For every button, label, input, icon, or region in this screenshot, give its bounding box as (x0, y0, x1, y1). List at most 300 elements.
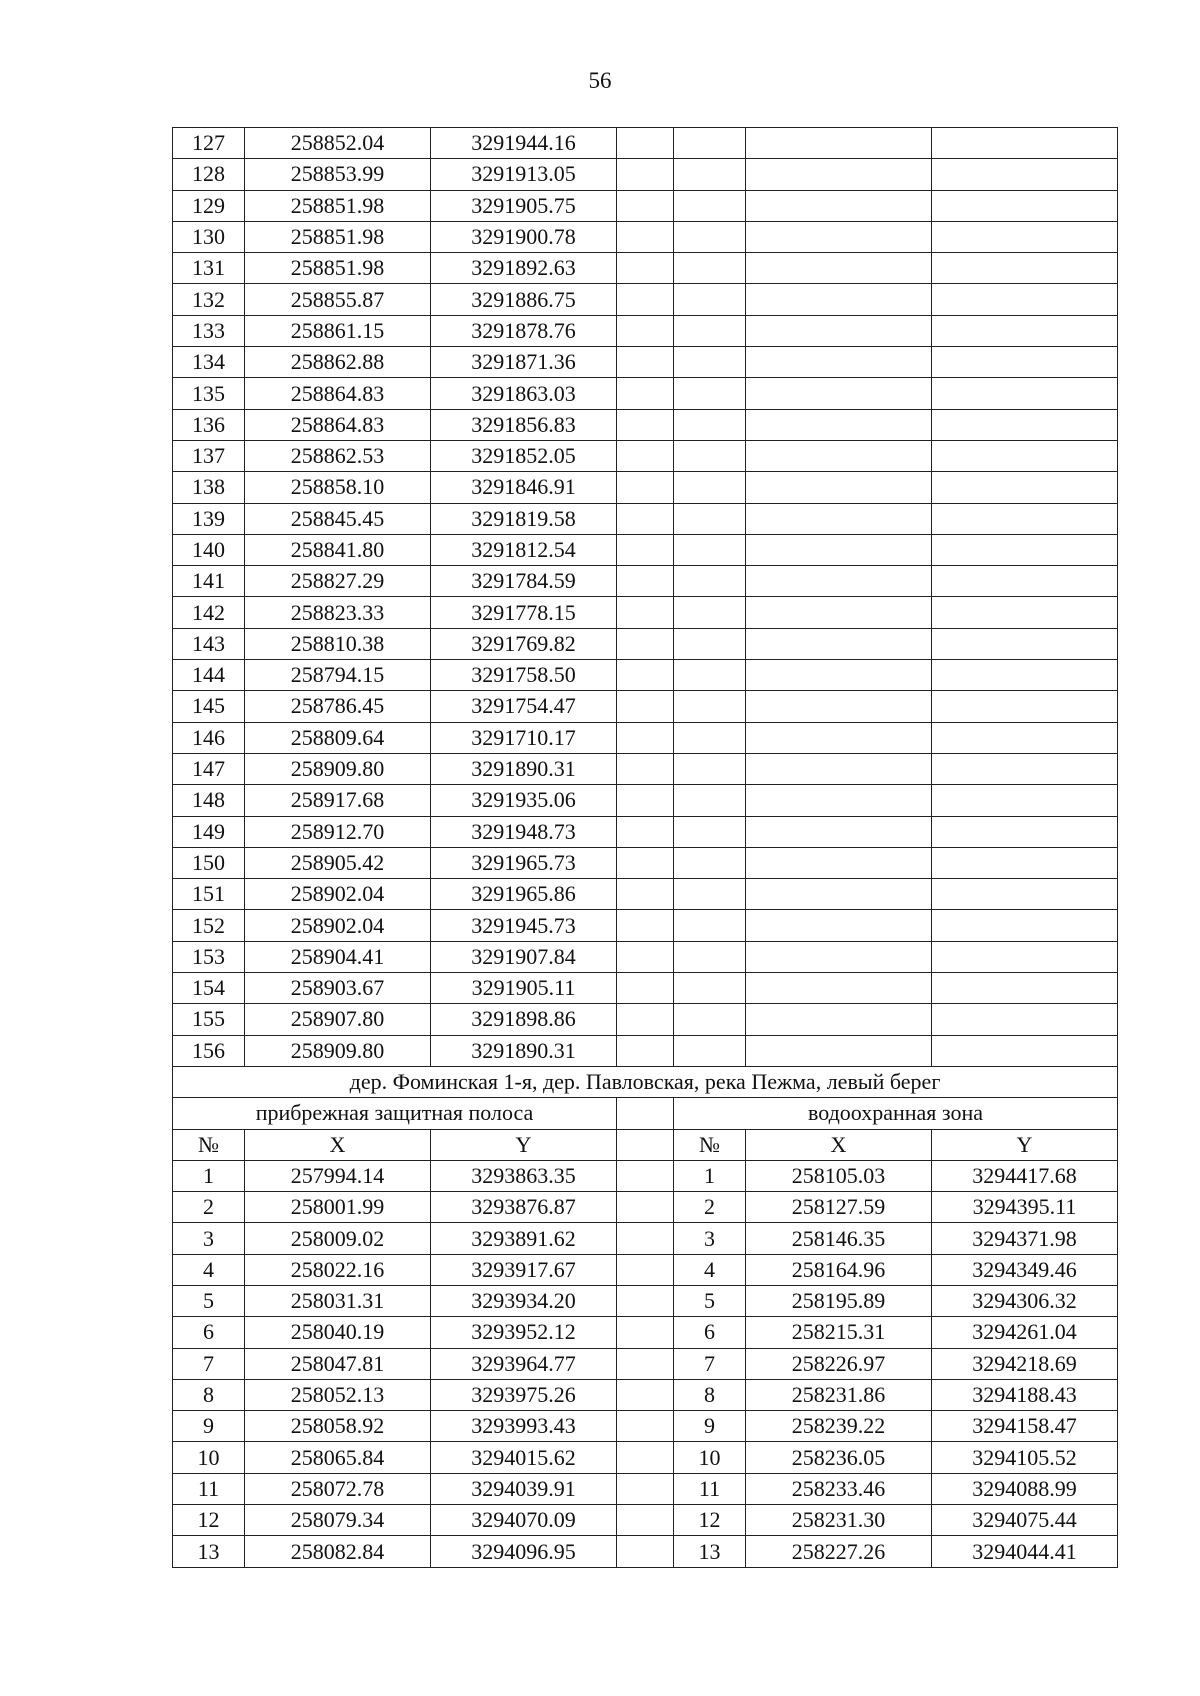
point-number: 148 (173, 785, 245, 816)
empty-cell (617, 409, 674, 440)
empty-cell (746, 660, 932, 691)
zone-point-number: 11 (674, 1473, 746, 1504)
empty-cell (617, 347, 674, 378)
zone-y-coordinate: 3294105.52 (932, 1442, 1118, 1473)
empty-cell (746, 785, 932, 816)
empty-cell (674, 722, 746, 753)
table-row (173, 785, 1118, 816)
x-coordinate: 258809.64 (245, 722, 431, 753)
empty-cell (617, 1004, 674, 1035)
empty-cell (674, 785, 746, 816)
zone-point-number: 9 (674, 1411, 746, 1442)
table-row (173, 284, 1118, 315)
empty-cell (932, 910, 1118, 941)
point-number: 147 (173, 753, 245, 784)
table-row (173, 753, 1118, 784)
zone-y-coordinate: 3294349.46 (932, 1254, 1118, 1285)
zone-x-coordinate: 258233.46 (746, 1473, 932, 1504)
table-row (173, 347, 1118, 378)
table-row (173, 1254, 1118, 1285)
x-coordinate: 258864.83 (245, 409, 431, 440)
y-coordinate: 3294070.09 (431, 1505, 617, 1536)
x-coordinate: 258823.33 (245, 597, 431, 628)
point-number: 2 (173, 1192, 245, 1223)
x-coordinate: 258917.68 (245, 785, 431, 816)
table-row (173, 472, 1118, 503)
table-row (173, 816, 1118, 847)
empty-cell (746, 1035, 932, 1066)
x-coordinate: 258794.15 (245, 660, 431, 691)
zone-y-coordinate: 3294188.43 (932, 1379, 1118, 1410)
empty-cell (617, 221, 674, 252)
empty-cell (674, 691, 746, 722)
point-number: 139 (173, 503, 245, 534)
y-coordinate: 3291778.15 (431, 597, 617, 628)
empty-cell (932, 785, 1118, 816)
x-coordinate: 258903.67 (245, 973, 431, 1004)
y-coordinate: 3294096.95 (431, 1536, 617, 1567)
zone-y-coordinate: 3294395.11 (932, 1192, 1118, 1223)
table-row (173, 910, 1118, 941)
table-row (173, 722, 1118, 753)
empty-cell (932, 628, 1118, 659)
zone-point-number: 1 (674, 1160, 746, 1191)
y-coordinate: 3291905.75 (431, 190, 617, 221)
zone-x-coordinate: 258231.30 (746, 1505, 932, 1536)
gap-cell (617, 1348, 674, 1379)
empty-cell (617, 722, 674, 753)
empty-cell (746, 440, 932, 471)
gap-cell (617, 1411, 674, 1442)
empty-cell (746, 159, 932, 190)
empty-cell (617, 503, 674, 534)
gap-cell (617, 1379, 674, 1410)
point-number: 152 (173, 910, 245, 941)
empty-cell (746, 691, 932, 722)
empty-cell (746, 378, 932, 409)
empty-cell (932, 253, 1118, 284)
x-coordinate: 258853.99 (245, 159, 431, 190)
header-num-right: № (674, 1129, 746, 1160)
x-coordinate: 258047.81 (245, 1348, 431, 1379)
zone-point-number: 2 (674, 1192, 746, 1223)
y-coordinate: 3291900.78 (431, 221, 617, 252)
header-num: № (173, 1129, 245, 1160)
point-number: 144 (173, 660, 245, 691)
y-coordinate: 3291886.75 (431, 284, 617, 315)
second-block-rows (173, 1160, 1118, 1567)
point-number: 127 (173, 128, 245, 159)
y-coordinate: 3291852.05 (431, 440, 617, 471)
empty-cell (746, 973, 932, 1004)
empty-cell (932, 534, 1118, 565)
zone-x-coordinate: 258239.22 (746, 1411, 932, 1442)
point-number: 131 (173, 253, 245, 284)
table-row (173, 159, 1118, 190)
y-coordinate: 3291892.63 (431, 253, 617, 284)
empty-cell (932, 128, 1118, 159)
table-row (173, 1473, 1118, 1504)
x-coordinate: 258855.87 (245, 284, 431, 315)
empty-cell (674, 284, 746, 315)
zone-x-coordinate: 258105.03 (746, 1160, 932, 1191)
gap-cell (617, 1098, 674, 1129)
x-coordinate: 258052.13 (245, 1379, 431, 1410)
empty-cell (674, 879, 746, 910)
empty-cell (932, 879, 1118, 910)
table-row (173, 128, 1118, 159)
table-row (173, 315, 1118, 346)
y-coordinate: 3291812.54 (431, 534, 617, 565)
gap-cell (617, 1317, 674, 1348)
empty-cell (746, 221, 932, 252)
x-coordinate: 258009.02 (245, 1223, 431, 1254)
y-coordinate: 3291898.86 (431, 1004, 617, 1035)
table-row (173, 1285, 1118, 1316)
x-coordinate: 258905.42 (245, 847, 431, 878)
x-coordinate: 258861.15 (245, 315, 431, 346)
y-coordinate: 3291945.73 (431, 910, 617, 941)
x-coordinate: 258810.38 (245, 628, 431, 659)
x-coordinate: 258022.16 (245, 1254, 431, 1285)
point-number: 12 (173, 1505, 245, 1536)
empty-cell (674, 753, 746, 784)
zone-x-coordinate: 258164.96 (746, 1254, 932, 1285)
y-coordinate: 3291758.50 (431, 660, 617, 691)
x-coordinate: 258058.92 (245, 1411, 431, 1442)
point-number: 132 (173, 284, 245, 315)
empty-cell (746, 628, 932, 659)
point-number: 7 (173, 1348, 245, 1379)
zone-y-coordinate: 3294158.47 (932, 1411, 1118, 1442)
zone-y-coordinate: 3294417.68 (932, 1160, 1118, 1191)
empty-cell (617, 816, 674, 847)
point-number: 129 (173, 190, 245, 221)
point-number: 155 (173, 1004, 245, 1035)
table-row (173, 503, 1118, 534)
table-row (173, 597, 1118, 628)
table-row (173, 1442, 1118, 1473)
x-coordinate: 258065.84 (245, 1442, 431, 1473)
empty-cell (932, 503, 1118, 534)
table-row (173, 534, 1118, 565)
point-number: 134 (173, 347, 245, 378)
empty-cell (746, 284, 932, 315)
header-x-right: X (746, 1129, 932, 1160)
header-y: Y (431, 1129, 617, 1160)
y-coordinate: 3291965.86 (431, 879, 617, 910)
table-row (173, 1411, 1118, 1442)
empty-cell (617, 973, 674, 1004)
y-coordinate: 3291905.11 (431, 973, 617, 1004)
x-coordinate: 258786.45 (245, 691, 431, 722)
table-row (173, 941, 1118, 972)
empty-cell (617, 597, 674, 628)
empty-cell (674, 347, 746, 378)
y-coordinate: 3293975.26 (431, 1379, 617, 1410)
empty-cell (932, 409, 1118, 440)
empty-cell (617, 941, 674, 972)
empty-cell (617, 440, 674, 471)
x-coordinate: 257994.14 (245, 1160, 431, 1191)
zone-y-coordinate: 3294306.32 (932, 1285, 1118, 1316)
empty-cell (932, 1035, 1118, 1066)
empty-cell (932, 221, 1118, 252)
x-coordinate: 258851.98 (245, 221, 431, 252)
point-number: 154 (173, 973, 245, 1004)
empty-cell (746, 347, 932, 378)
y-coordinate: 3291754.47 (431, 691, 617, 722)
x-coordinate: 258862.53 (245, 440, 431, 471)
gap-cell (617, 1285, 674, 1316)
table-row (173, 1035, 1118, 1066)
zone-y-coordinate: 3294088.99 (932, 1473, 1118, 1504)
gap-cell (617, 1442, 674, 1473)
y-coordinate: 3293863.35 (431, 1160, 617, 1191)
zone-point-number: 12 (674, 1505, 746, 1536)
x-coordinate: 258909.80 (245, 1035, 431, 1066)
y-coordinate: 3293934.20 (431, 1285, 617, 1316)
page-number: 56 (588, 68, 612, 93)
empty-cell (932, 566, 1118, 597)
gap-cell (617, 1536, 674, 1567)
empty-cell (932, 440, 1118, 471)
point-number: 143 (173, 628, 245, 659)
point-number: 137 (173, 440, 245, 471)
empty-cell (746, 847, 932, 878)
zone-x-coordinate: 258227.26 (746, 1536, 932, 1567)
y-coordinate: 3291871.36 (431, 347, 617, 378)
x-coordinate: 258912.70 (245, 816, 431, 847)
x-coordinate: 258864.83 (245, 378, 431, 409)
x-coordinate: 258827.29 (245, 566, 431, 597)
table-row (173, 691, 1118, 722)
table-row (173, 566, 1118, 597)
empty-cell (617, 472, 674, 503)
empty-cell (932, 1004, 1118, 1035)
y-coordinate: 3291935.06 (431, 785, 617, 816)
y-coordinate: 3291913.05 (431, 159, 617, 190)
empty-cell (674, 221, 746, 252)
y-coordinate: 3293993.43 (431, 1411, 617, 1442)
gap-cell (617, 1223, 674, 1254)
point-number: 156 (173, 1035, 245, 1066)
y-coordinate: 3291769.82 (431, 628, 617, 659)
zone-x-coordinate: 258236.05 (746, 1442, 932, 1473)
empty-cell (746, 534, 932, 565)
x-coordinate: 258851.98 (245, 253, 431, 284)
table-row (173, 973, 1118, 1004)
point-number: 11 (173, 1473, 245, 1504)
point-number: 13 (173, 1536, 245, 1567)
y-coordinate: 3291819.58 (431, 503, 617, 534)
empty-cell (674, 941, 746, 972)
empty-cell (617, 785, 674, 816)
empty-cell (674, 409, 746, 440)
empty-cell (746, 910, 932, 941)
x-coordinate: 258902.04 (245, 879, 431, 910)
empty-cell (932, 347, 1118, 378)
empty-cell (932, 722, 1118, 753)
empty-cell (746, 879, 932, 910)
x-coordinate: 258082.84 (245, 1536, 431, 1567)
y-coordinate: 3293917.67 (431, 1254, 617, 1285)
point-number: 141 (173, 566, 245, 597)
point-number: 153 (173, 941, 245, 972)
point-number: 8 (173, 1379, 245, 1410)
empty-cell (932, 816, 1118, 847)
empty-cell (746, 409, 932, 440)
empty-cell (746, 315, 932, 346)
table-row (173, 253, 1118, 284)
empty-cell (932, 691, 1118, 722)
empty-cell (674, 440, 746, 471)
x-coordinate: 258845.45 (245, 503, 431, 534)
empty-cell (617, 378, 674, 409)
empty-cell (674, 472, 746, 503)
y-coordinate: 3291878.76 (431, 315, 617, 346)
empty-cell (674, 597, 746, 628)
empty-cell (746, 190, 932, 221)
y-coordinate: 3291907.84 (431, 941, 617, 972)
empty-cell (617, 1035, 674, 1066)
empty-cell (746, 472, 932, 503)
x-coordinate: 258040.19 (245, 1317, 431, 1348)
empty-cell (674, 816, 746, 847)
point-number: 136 (173, 409, 245, 440)
zone-point-number: 10 (674, 1442, 746, 1473)
empty-cell (932, 973, 1118, 1004)
empty-cell (674, 253, 746, 284)
gap-cell (617, 1473, 674, 1504)
empty-cell (674, 847, 746, 878)
empty-cell (674, 660, 746, 691)
x-coordinate: 258858.10 (245, 472, 431, 503)
empty-cell (617, 128, 674, 159)
point-number: 151 (173, 879, 245, 910)
zone-point-number: 5 (674, 1285, 746, 1316)
header-y-right: Y (932, 1129, 1118, 1160)
x-coordinate: 258841.80 (245, 534, 431, 565)
table-row (173, 440, 1118, 471)
point-number: 135 (173, 378, 245, 409)
point-number: 150 (173, 847, 245, 878)
zone-x-coordinate: 258215.31 (746, 1317, 932, 1348)
x-coordinate: 258852.04 (245, 128, 431, 159)
point-number: 10 (173, 1442, 245, 1473)
gap-cell (617, 1160, 674, 1191)
empty-cell (674, 1035, 746, 1066)
y-coordinate: 3291948.73 (431, 816, 617, 847)
point-number: 146 (173, 722, 245, 753)
empty-cell (746, 503, 932, 534)
empty-cell (617, 534, 674, 565)
first-block-rows (173, 128, 1118, 1067)
table-row (173, 1505, 1118, 1536)
zone-y-coordinate: 3294218.69 (932, 1348, 1118, 1379)
y-coordinate: 3291846.91 (431, 472, 617, 503)
table-row (173, 1317, 1118, 1348)
empty-cell (674, 315, 746, 346)
zone-point-number: 8 (674, 1379, 746, 1410)
point-number: 133 (173, 315, 245, 346)
x-coordinate: 258862.88 (245, 347, 431, 378)
table-row (173, 1004, 1118, 1035)
empty-cell (674, 566, 746, 597)
zone-point-number: 6 (674, 1317, 746, 1348)
x-coordinate: 258909.80 (245, 753, 431, 784)
empty-cell (617, 190, 674, 221)
table-row (173, 190, 1118, 221)
point-number: 149 (173, 816, 245, 847)
point-number: 140 (173, 534, 245, 565)
table-row (173, 1379, 1118, 1410)
empty-cell (746, 816, 932, 847)
point-number: 128 (173, 159, 245, 190)
empty-cell (746, 128, 932, 159)
y-coordinate: 3291944.16 (431, 128, 617, 159)
y-coordinate: 3293952.12 (431, 1317, 617, 1348)
y-coordinate: 3293891.62 (431, 1223, 617, 1254)
y-coordinate: 3294015.62 (431, 1442, 617, 1473)
y-coordinate: 3293964.77 (431, 1348, 617, 1379)
x-coordinate: 258904.41 (245, 941, 431, 972)
table-row (173, 1160, 1118, 1191)
table-row (173, 847, 1118, 878)
point-number: 138 (173, 472, 245, 503)
empty-cell (746, 941, 932, 972)
empty-cell (674, 378, 746, 409)
coordinates-table (172, 127, 1118, 1568)
x-coordinate: 258031.31 (245, 1285, 431, 1316)
column-header-row (173, 1129, 1118, 1160)
empty-cell (932, 941, 1118, 972)
gap-cell (617, 1254, 674, 1285)
empty-cell (617, 566, 674, 597)
table-row (173, 409, 1118, 440)
empty-cell (674, 628, 746, 659)
empty-cell (932, 284, 1118, 315)
empty-cell (617, 847, 674, 878)
empty-cell (674, 910, 746, 941)
empty-cell (617, 284, 674, 315)
x-coordinate: 258907.80 (245, 1004, 431, 1035)
zone-x-coordinate: 258146.35 (746, 1223, 932, 1254)
y-coordinate: 3294039.91 (431, 1473, 617, 1504)
empty-cell (617, 628, 674, 659)
empty-cell (617, 315, 674, 346)
point-number: 5 (173, 1285, 245, 1316)
x-coordinate: 258079.34 (245, 1505, 431, 1536)
table-row (173, 1223, 1118, 1254)
y-coordinate: 3291965.73 (431, 847, 617, 878)
empty-cell (674, 128, 746, 159)
x-coordinate: 258902.04 (245, 910, 431, 941)
gap-cell (617, 1192, 674, 1223)
empty-cell (617, 691, 674, 722)
zone-x-coordinate: 258226.97 (746, 1348, 932, 1379)
x-coordinate: 258072.78 (245, 1473, 431, 1504)
empty-cell (932, 597, 1118, 628)
point-number: 130 (173, 221, 245, 252)
table-row (173, 378, 1118, 409)
point-number: 4 (173, 1254, 245, 1285)
empty-cell (674, 973, 746, 1004)
empty-cell (746, 597, 932, 628)
empty-cell (932, 472, 1118, 503)
zone-x-coordinate: 258127.59 (746, 1192, 932, 1223)
table-row (173, 221, 1118, 252)
